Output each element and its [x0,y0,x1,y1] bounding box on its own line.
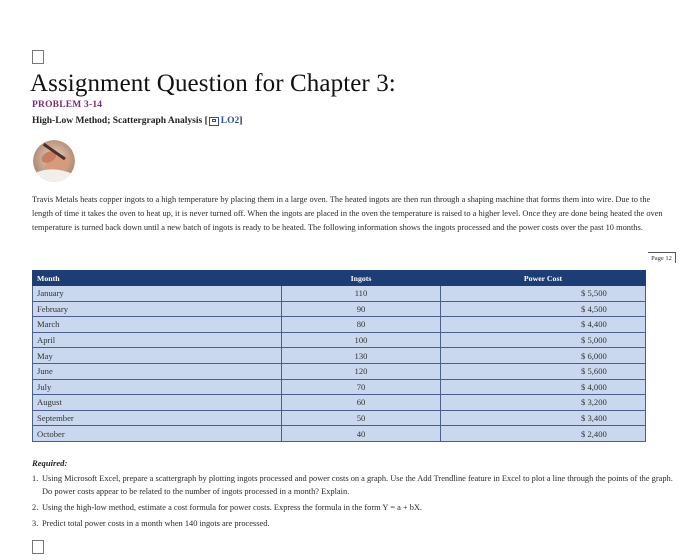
cell-month: September [33,410,282,426]
cell-ingots: 110 [282,286,441,302]
learning-objective-icon [209,117,219,126]
cell-month: May [33,348,282,364]
cell-power-cost: $ 4,000 [441,379,646,395]
ingots-power-cost-table [32,270,646,442]
table-row [33,332,646,348]
problem-intro: Travis Metals heats copper ingots to a high temperature by placing them in a large oven. The heated ingots are then run through a shaping machine that forms them into wire. Due to the length of time it takes the oven to heat up, it is never turned off. When the ingots are placed in the oven the temperature is raised to a higher level. Once they are done being heated the oven temperature is turned back down until a new batch of ingots is ready to be heated. The following information shows the ingots processed and the power costs over the past 10 months. [32,195,663,232]
cell-month: March [33,317,282,333]
cell-month: August [33,395,282,411]
problem-subtitle [32,116,242,126]
cell-ingots: 120 [282,363,441,379]
cell-month: January [33,286,282,302]
table-row [33,348,646,364]
requirements-list [32,472,680,533]
cell-power-cost: $ 3,400 [441,410,646,426]
problem-number: PROBLEM 3-14 [32,100,103,110]
cell-ingots: 80 [282,317,441,333]
learning-objective-link[interactable]: LO2 [220,116,240,126]
subtitle-text: High-Low Method; Scattergraph Analysis [ [32,116,208,126]
cell-power-cost: $ 5,000 [441,332,646,348]
cell-ingots: 130 [282,348,441,364]
table-row [33,286,646,302]
table-row [33,395,646,411]
requirement-number: 1. [32,474,39,483]
column-header-power-cost: Power Cost [441,271,646,286]
cell-ingots: 90 [282,301,441,317]
cell-power-cost: $ 6,000 [441,348,646,364]
table-header-row [33,271,646,286]
cell-ingots: 70 [282,379,441,395]
cell-ingots: 40 [282,426,441,442]
table-row [33,379,646,395]
cell-power-cost: $ 5,600 [441,363,646,379]
cell-power-cost: $ 4,500 [441,301,646,317]
subtitle-close: ] [239,116,243,126]
required-heading: Required: [32,458,68,468]
cell-month: February [33,301,282,317]
cell-ingots: 60 [282,395,441,411]
requirement-text: Using Microsoft Excel, prepare a scattergraph by plotting ingots processed and power costs on a graph. Use the Add Trendline feature in Excel to plot a line through the points of the graph. Do power costs appear to be related to the number of ingots processed in a month? Explain. [42,474,673,496]
cell-ingots: 50 [282,410,441,426]
table-row [33,410,646,426]
table-row [33,426,646,442]
requirement-number: 2. [32,503,39,512]
cell-power-cost: $ 4,400 [441,317,646,333]
cell-power-cost: $ 2,400 [441,426,646,442]
cell-month: July [33,379,282,395]
cell-power-cost: $ 3,200 [441,395,646,411]
cell-month: June [33,363,282,379]
page-label: Page 12 [648,252,676,263]
cell-power-cost: $ 5,500 [441,286,646,302]
requirement-text: Using the high-low method, estimate a cost formula for power costs. Express the formula in the form Y = a + bX. [42,503,423,512]
requirement-number: 3. [32,519,39,528]
page-title: Assignment Question for Chapter 3: [30,70,396,97]
requirement-text: Predict total power costs in a month when 140 ingots are processed. [42,519,270,528]
top-checkbox[interactable] [32,50,44,64]
bottom-checkbox[interactable] [32,540,44,554]
cell-month: October [33,426,282,442]
table-row [33,363,646,379]
column-header-month: Month [33,271,282,286]
list-item [32,501,680,514]
list-item [32,517,680,530]
column-header-ingots: Ingots [282,271,441,286]
cell-ingots: 100 [282,332,441,348]
writing-hand-photo [33,140,75,182]
table-row [33,301,646,317]
cell-month: April [33,332,282,348]
table-row [33,317,646,333]
list-item [32,472,680,498]
